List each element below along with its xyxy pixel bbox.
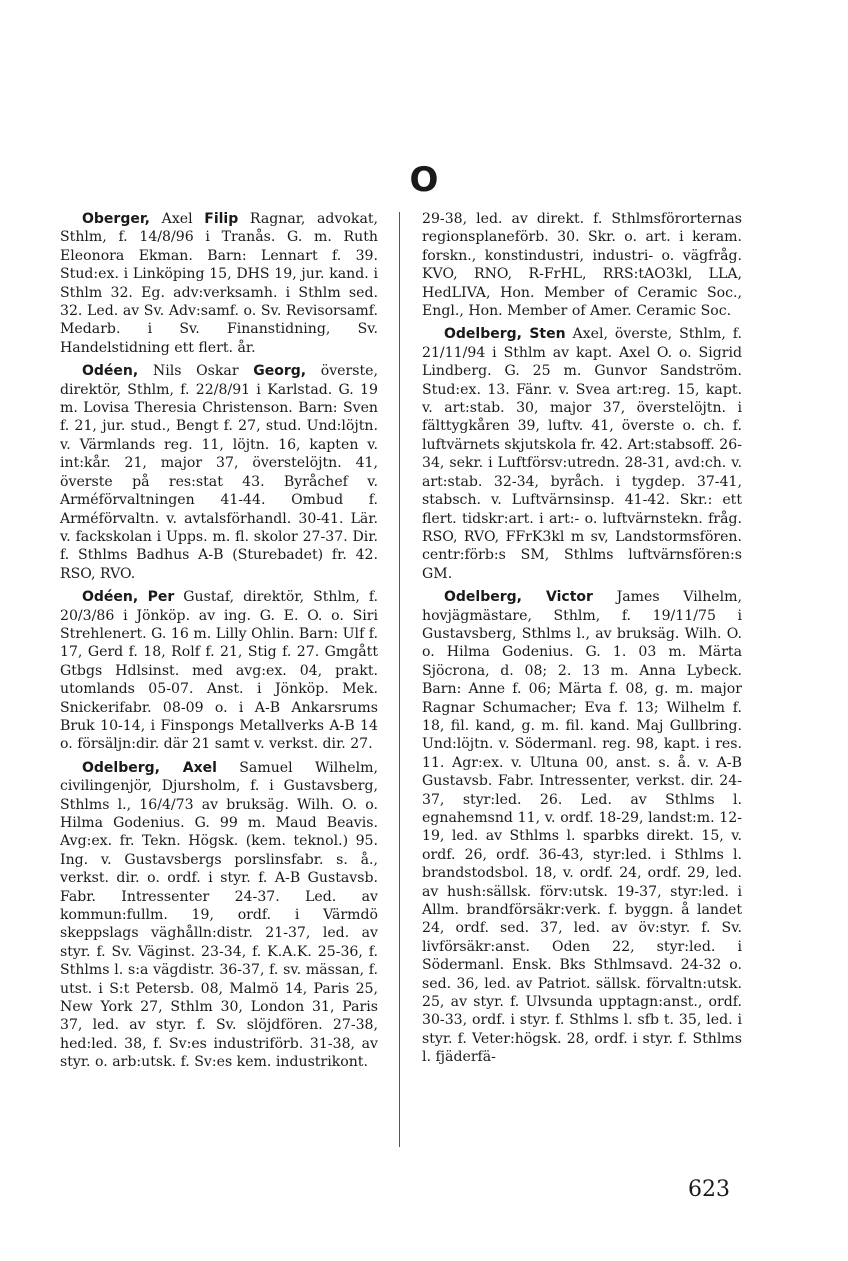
entry-oberger (60, 210, 378, 357)
entry-odelberg-sten (422, 325, 742, 583)
entry-surname: Odéen, Per (82, 589, 175, 606)
right-column (422, 210, 742, 1072)
entry-odelberg-victor (422, 588, 742, 1067)
entry-surname: Odéen, (82, 363, 139, 380)
entry-surname: Oberger, (82, 211, 151, 227)
column-divider (399, 212, 400, 1147)
entry-odelberg-axel (60, 759, 378, 1072)
left-column (60, 210, 378, 1077)
entry-surname: Odelberg, Axel (82, 759, 217, 776)
entry-given: Nils Oskar (138, 363, 254, 380)
entry-text: 29-38, led. av direkt. f. Sthlmsförorternas regionsplaneförb. 30. Skr. o. art. i keram. forskn., konstindustri, industri- o. vägfråg. KVO, RNO, R-FrHL, RRS:tAO3kl, LLA, HedLIVA, Hon. Member of Ceramic Soc., Engl., Hon. Member of Amer. Ceramic Soc. (422, 211, 742, 320)
entry-text: Axel, överste, Sthlm, f. 21/11/94 i Sthlm av kapt. Axel O. o. Sigrid Lindberg. G. 25 m. Gunvor Sandström. Stud:ex. 13. Fänr. v. Svea art:reg. 15, kapt. v. art:stab. 30, major 37, överstelöjtn. i fälttygkåren 39, luftv. 41, överste o. ch. f. luftvärnets skjutskola fr. 42. Art:stabsoff. 26-34, sekr. i Luftförsv:utredn. 28-31, avd:ch. v. art:stab. 32-34, byråch. i tygdep. 37-41, stabsch. v. Luftvärnsinsp. 41-42. Skr.: ett flert. tidskr:art. i art:- o. luftvärnstekn. fråg. RSO, RVO, FFrK3kl m sv, Landstormsfören. centr:förb:s SM, Sthlms luftvärnsfören:s GM. (422, 326, 742, 582)
entry-text: Samuel Wilhelm, civilingenjör, Djursholm, f. i Gustavsberg, Sthlms l., 16/4/73 av bruksäg. Wilh. O. o. Hilma Godenius. G. 99 m. Maud Beavis. Avg:ex. fr. Tekn. Högsk. (kem. teknol.) 95. Ing. v. Gustavsbergs porslinsfabr. s. å., verkst. dir. o. ordf. i styr. f. A-B Gustavsb. Fabr. Intressenter 24-37. Led. av kommun:fullm. 19, ordf. i Värmdö skeppslags väghålln:distr. 21-37, led. av styr. f. Sv. Väginst. 23-34, f. K.A.K. 25-36, f. Sthlms l. s:a vägdistr. 36-37, f. sv. mässan, f. utst. i S:t Petersb. 08, Malmö 14, Paris 25, New York 27, Sthlm 30, London 31, Paris 37, led. av styr. f. Sv. slöjdfören. 27-38, hed:led. 38, f. Sv:es industriförb. 31-38, av styr. o. arb:utsk. f. Sv:es kem. industrikont. (60, 759, 378, 1071)
entry-surname: Odelberg, Victor (444, 589, 593, 606)
entry-continuation (422, 210, 742, 320)
entry-surname: Odelberg, Sten (444, 326, 566, 343)
entry-text: Gustaf, direktör, Sthlm, f. 20/3/86 i Jönköp. av ing. G. E. O. o. Siri Strehlenert. G. 16 m. Lilly Ohlin. Barn: Ulf f. 17, Gerd f. 18, Rolf f. 21, Stig f. 27. Gmgått Gtbgs Hdlsinst. med avg:ex. 04, prakt. utomlands 05-07. Anst. i Jönköp. Mek. Snickerifabr. 08-09 o. i A-B Ankarsrums Bruk 10-14, i Finspongs Metallverks A-B 14 o. försäljn:dir. där 21 samt v. verkst. dir. 27. (60, 589, 379, 753)
entry-given-bold: Filip (204, 211, 239, 227)
entry-text: James Vilhelm, hovjägmästare, Sthlm, f. 19/11/75 i Gustavsberg, Sthlms l., av bruksäg. Wilh. O. o. Hilma Godenius. G. 1. 03 m. Märta Sjöcrona, d. 08; 2. 13 m. Anna Lybeck. Barn: Anne f. 06; Märta f. 08, g. m. major Ragnar Schumacher; Eva f. 13; Wilhelm f. 18, fil. kand, g. m. fil. kand. Maj Gullbring. Und:löjtn. v. Södermanl. reg. 98, kapt. i res. 11. Agr:ex. v. Ultuna 00, anst. s. å. v. A-B Gustavsb. Fabr. Intressenter, verkst. dir. 24-37, styr:led. 26. Led. av Sthlms l. egnahemsnd 11, v. ordf. 18-29, landst:m. 12-19, led. av Sthlms l. sparbks direkt. 15, v. ordf. 26, ordf. 36-43, styr:led. i Sthlms l. brandstodsbol. 18, v. ordf. 24, ordf. 29, led. av hush:sällsk. förv:utsk. 19-37, styr:led. i Allm. brandförsäkr:verk. f. byggn. å landet 24, ordf. sed. 37, led. av öv:styr. f. Sv. livförsäkr:anst. Oden 22, styr:led. i Södermanl. Ensk. Bks Sthlmsavd. 24-32 o. sed. 36, led. av Patriot. sällsk. förvaltn:utsk. 25, av styr. f. Ulvsunda upptagn:anst., ordf. 30-33, ordf. i styr. f. Sthlms l. sfb t. 35, led. i styr. f. Veter:högsk. 28, ordf. i styr. f. Sthlms l. fjäderfä- (422, 589, 742, 1066)
entry-text: Ragnar, advokat, Sthlm, f. 14/8/96 i Tranås. G. m. Ruth Eleonora Ekman. Barn: Lennart f. 39. Stud:ex. i Linköping 15, DHS 19, jur. kand. i Sthlm 32. Eg. adv:verksamh. i Sthlm sed. 32. Led. av Sv. Adv:samf. o. Sv. Revisorsamf. Medarb. i Sv. Finanstidning, Sv. Handelstidning ett flert. år. (60, 211, 378, 356)
entry-given: Axel (150, 211, 205, 227)
entry-text: överste, direktör, Sthlm, f. 22/8/91 i Karlstad. G. 19 m. Lovisa Theresia Christenson. Barn: Sven f. 21, jur. stud., Bengt f. 27, stud. Und:löjtn. v. Värmlands reg. 11, löjtn. 16, kapten v. int:kår. 21, major 37, överstelöjtn. 41, överste på res:stat 43. Byråchef v. Arméförvaltningen 41-44. Ombud f. Arméförvaltn. v. avtalsförhandl. 30-41. Lär. v. fackskolan i Upps. m. fl. skolor 27-37. Dir. f. Sthlms Badhus A-B (Sturebadet) fr. 42. RSO, RVO. (60, 363, 378, 582)
entry-odeen-georg (60, 362, 378, 583)
entry-odeen-per (60, 588, 378, 754)
section-letter: O (409, 160, 439, 200)
entry-given-bold: Georg, (253, 363, 307, 380)
page-number: 623 (688, 1177, 730, 1202)
